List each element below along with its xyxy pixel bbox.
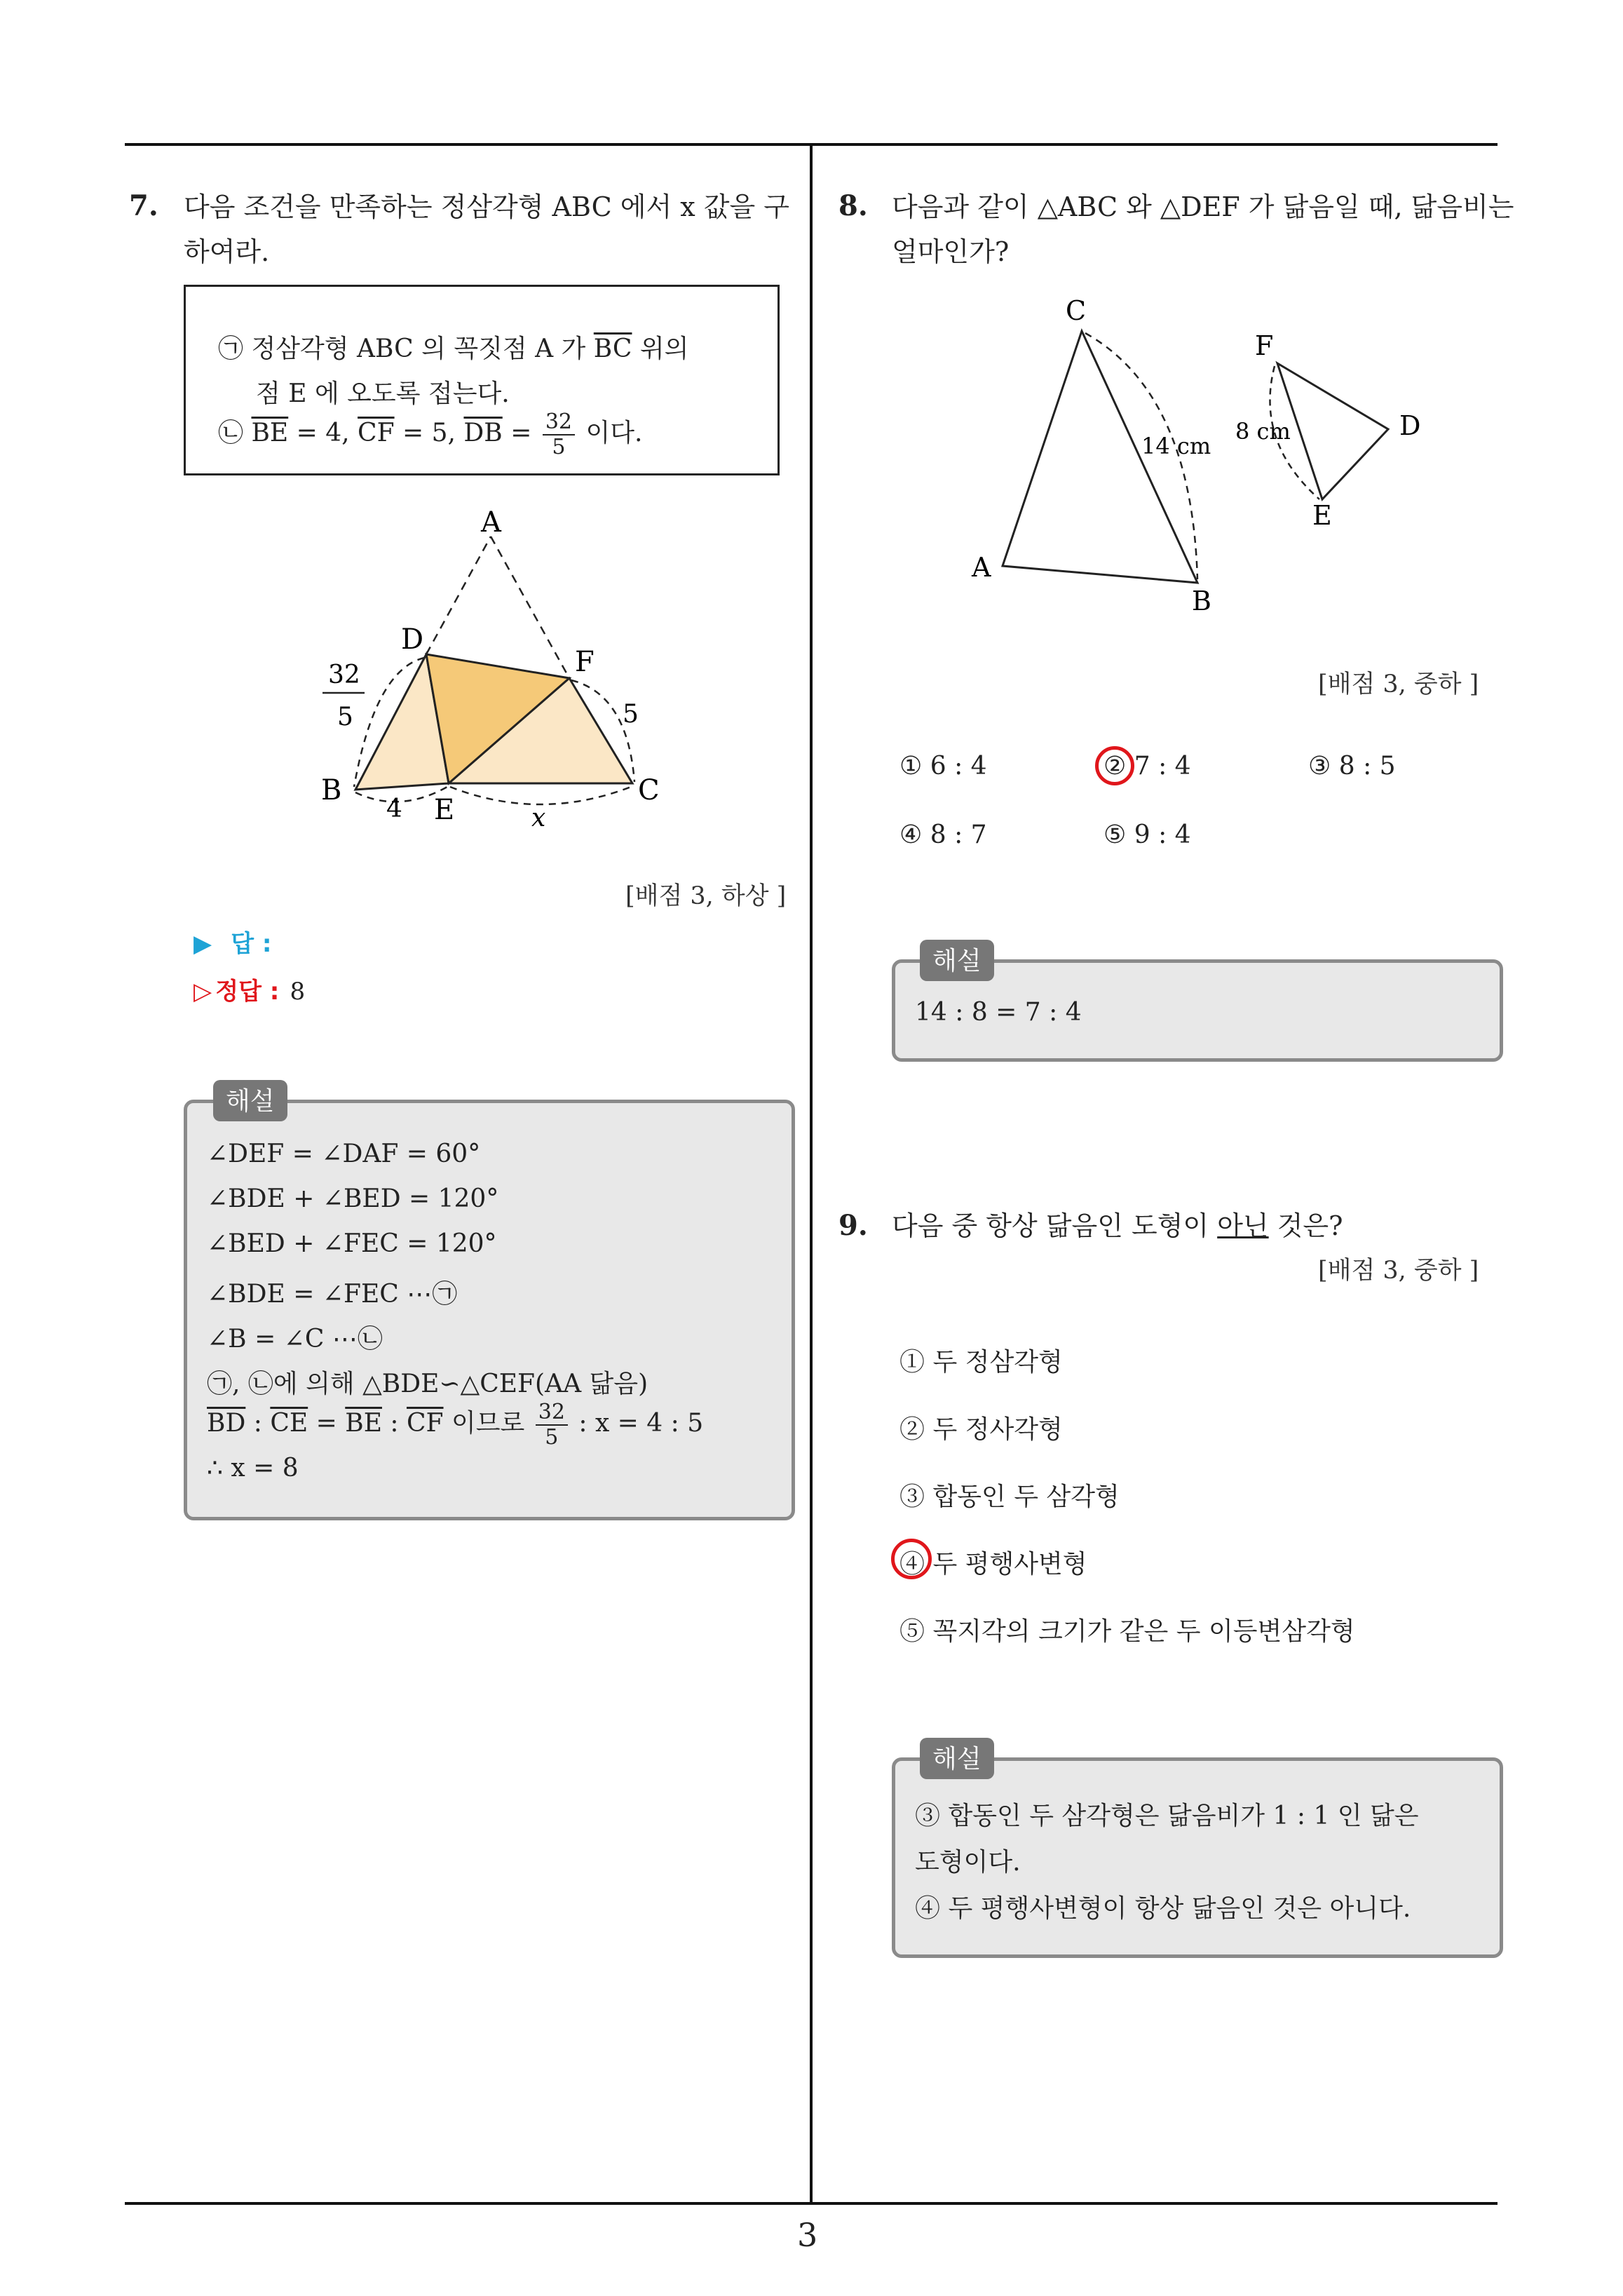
- cond1-text: 정삼각형 ABC 의 꼭짓점 A 가: [251, 335, 594, 363]
- correct-value: 8: [290, 978, 306, 1006]
- db-fraction: [543, 410, 575, 459]
- q8-number: 8.: [838, 189, 868, 222]
- seg-cf: $\overline{CF}$: [406, 1409, 444, 1438]
- q7-expl-line: ∠BED + ∠FEC = 120°: [207, 1229, 497, 1258]
- label-b: B: [1192, 586, 1211, 616]
- label-c: C: [638, 774, 660, 806]
- q7-expl-line: ∠DEF = ∠DAF = 60°: [207, 1140, 481, 1168]
- q8-option-1[interactable]: ① 6 : 4: [899, 752, 987, 781]
- bc-length: 14 cm: [1141, 433, 1211, 459]
- q8-option-4[interactable]: ④ 8 : 7: [899, 821, 987, 849]
- ec-length: x: [531, 804, 546, 832]
- db-den: 5: [337, 703, 353, 731]
- hollow-arrow-icon: ▷: [193, 978, 212, 1006]
- q8-selected-circle-mark: [1095, 746, 1134, 785]
- play-arrow-icon: ▶: [193, 930, 212, 958]
- ratio-end: : x = 4 : 5: [570, 1409, 704, 1438]
- q9-explanation-box: [892, 1757, 1503, 1958]
- q8-option-5[interactable]: ⑤ 9 : 4: [1103, 821, 1191, 849]
- ratio-fraction: [536, 1400, 568, 1450]
- db-frac-num: 32: [543, 410, 575, 435]
- triangle-def: [1277, 363, 1388, 499]
- q8-similar-triangles-figure: [960, 288, 1451, 624]
- q7-text-line2: 하여라.: [184, 236, 270, 267]
- q7-expl-line: ∠B = ∠C ⋯㉡: [207, 1325, 383, 1353]
- q7-condition-box: [184, 285, 780, 475]
- q7-explanation-tag: 해설: [213, 1080, 287, 1121]
- q9-option-2[interactable]: ② 두 정사각형: [899, 1415, 1063, 1444]
- q9-score: [배점 3, 중하 ]: [1318, 1257, 1479, 1285]
- label-a: A: [481, 506, 501, 539]
- q7-expl-ratio-line: [207, 1400, 703, 1450]
- be-value: = 4,: [288, 419, 358, 447]
- label-c: C: [1066, 295, 1087, 326]
- q8-option-2[interactable]: ② 7 : 4: [1103, 752, 1191, 781]
- q9-text-pre: 다음 중 항상 닮음인 도형이: [892, 1210, 1218, 1241]
- label-e: E: [1312, 500, 1332, 531]
- arc-ec: [450, 787, 631, 804]
- q9-option-5[interactable]: ⑤ 꼭지각의 크기가 같은 두 이등변삼각형: [899, 1617, 1355, 1646]
- q7-answer-row: [193, 924, 272, 959]
- segment-be: $\overline{BE}$: [251, 419, 289, 447]
- segment-db: $\overline{DB}$: [463, 419, 503, 447]
- q8-score: [배점 3, 중하 ]: [1318, 670, 1479, 698]
- q7-expl-line: ㉠, ㉡에 의해 △BDE∽△CEF(AA 닮음): [207, 1370, 648, 1398]
- segment-bc: $\overline{BC}$: [593, 335, 632, 363]
- q9-option-3[interactable]: ③ 합동인 두 삼각형: [899, 1483, 1120, 1511]
- db-num: 32: [328, 661, 360, 689]
- cf-length: 5: [623, 700, 639, 729]
- q9-option-1[interactable]: ① 두 정삼각형: [899, 1348, 1063, 1377]
- page-number: 3: [797, 2216, 818, 2254]
- cond2-marker: ㉡: [218, 419, 244, 447]
- q9-expl-line: ③ 합동인 두 삼각형은 닮음비가 1 : 1 인 닮은: [915, 1802, 1419, 1830]
- db-eq: =: [502, 419, 540, 447]
- label-d: D: [401, 623, 424, 656]
- q7-expl-line: ∠BDE = ∠FEC ⋯㉠: [207, 1280, 458, 1309]
- answer-label: 답 :: [231, 930, 272, 958]
- q7-triangle-figure: [294, 491, 687, 842]
- column-divider: [810, 143, 813, 2203]
- cf-value: = 5,: [394, 419, 464, 447]
- seg-ce: $\overline{CE}$: [270, 1409, 308, 1438]
- q7-condition-1-line2: 점 E 에 오도록 접는다.: [256, 379, 510, 408]
- q7-expl-line: ∠BDE + ∠BED = 120°: [207, 1184, 499, 1213]
- q8-text-line1: 다음과 같이 △ABC 와 △DEF 가 닮음일 때, 닮음비는: [892, 191, 1514, 222]
- q8-option-3[interactable]: ③ 8 : 5: [1308, 752, 1396, 781]
- q7-number: 7.: [129, 189, 158, 222]
- segment-cf: $\overline{CF}$: [358, 419, 395, 447]
- q9-text-underlined: 아닌: [1217, 1210, 1269, 1241]
- cond1-marker: ㉠: [218, 335, 244, 363]
- q9-text: [892, 1203, 1343, 1248]
- mid-text: 이므로: [443, 1409, 533, 1438]
- label-e: E: [434, 794, 455, 826]
- label-f: F: [1255, 330, 1274, 361]
- q9-expl-line: 도형이다.: [915, 1848, 1021, 1877]
- label-f: F: [575, 646, 595, 678]
- q7-text-line1: 다음 조건을 만족하는 정삼각형 ABC 에서 x 값을 구: [184, 191, 789, 222]
- ratio-num: 32: [536, 1400, 568, 1426]
- seg-bd: $\overline{BD}$: [207, 1409, 246, 1438]
- colon: :: [245, 1409, 271, 1438]
- colon: :: [381, 1409, 407, 1438]
- fe-length: 8 cm: [1235, 418, 1291, 445]
- db-frac-den: 5: [552, 435, 566, 459]
- q9-text-post: 것은?: [1268, 1210, 1343, 1241]
- q8-explanation-tag: 해설: [920, 940, 994, 981]
- q8-expl-line: 14 : 8 = 7 : 4: [915, 998, 1082, 1027]
- q7-score: [배점 3, 하상 ]: [625, 882, 787, 910]
- fold-line-da: [426, 536, 491, 654]
- cond2-end: 이다.: [578, 419, 643, 447]
- be-length: 4: [386, 795, 402, 823]
- bottom-rule: [125, 2202, 1498, 2205]
- fold-line-af: [491, 536, 569, 678]
- q7-expl-conclusion: ∴ x = 8: [207, 1454, 299, 1483]
- cond1-text-end: 위의: [632, 335, 689, 363]
- q7-explanation-box: [184, 1100, 795, 1520]
- label-a: A: [972, 552, 991, 583]
- label-d: D: [1399, 410, 1421, 441]
- q9-option-4[interactable]: ④ 두 평행사변형: [899, 1550, 1087, 1579]
- q7-condition-2: [218, 410, 642, 459]
- q9-number: 9.: [838, 1209, 868, 1242]
- q8-text-line2: 얼마인가?: [892, 236, 1010, 267]
- q7-condition-1: [218, 329, 688, 365]
- seg-be: $\overline{BE}$: [345, 1409, 382, 1438]
- q9-expl-line: ④ 두 평행사변형이 항상 닮음인 것은 아니다.: [915, 1894, 1411, 1923]
- q9-explanation-tag: 해설: [920, 1738, 994, 1779]
- label-b: B: [321, 774, 342, 806]
- correct-label: 정답 :: [215, 978, 280, 1006]
- q7-correct-row: [193, 972, 305, 1006]
- ratio-den: 5: [545, 1425, 559, 1450]
- q9-selected-circle-mark: [891, 1539, 932, 1579]
- eq: =: [308, 1409, 346, 1438]
